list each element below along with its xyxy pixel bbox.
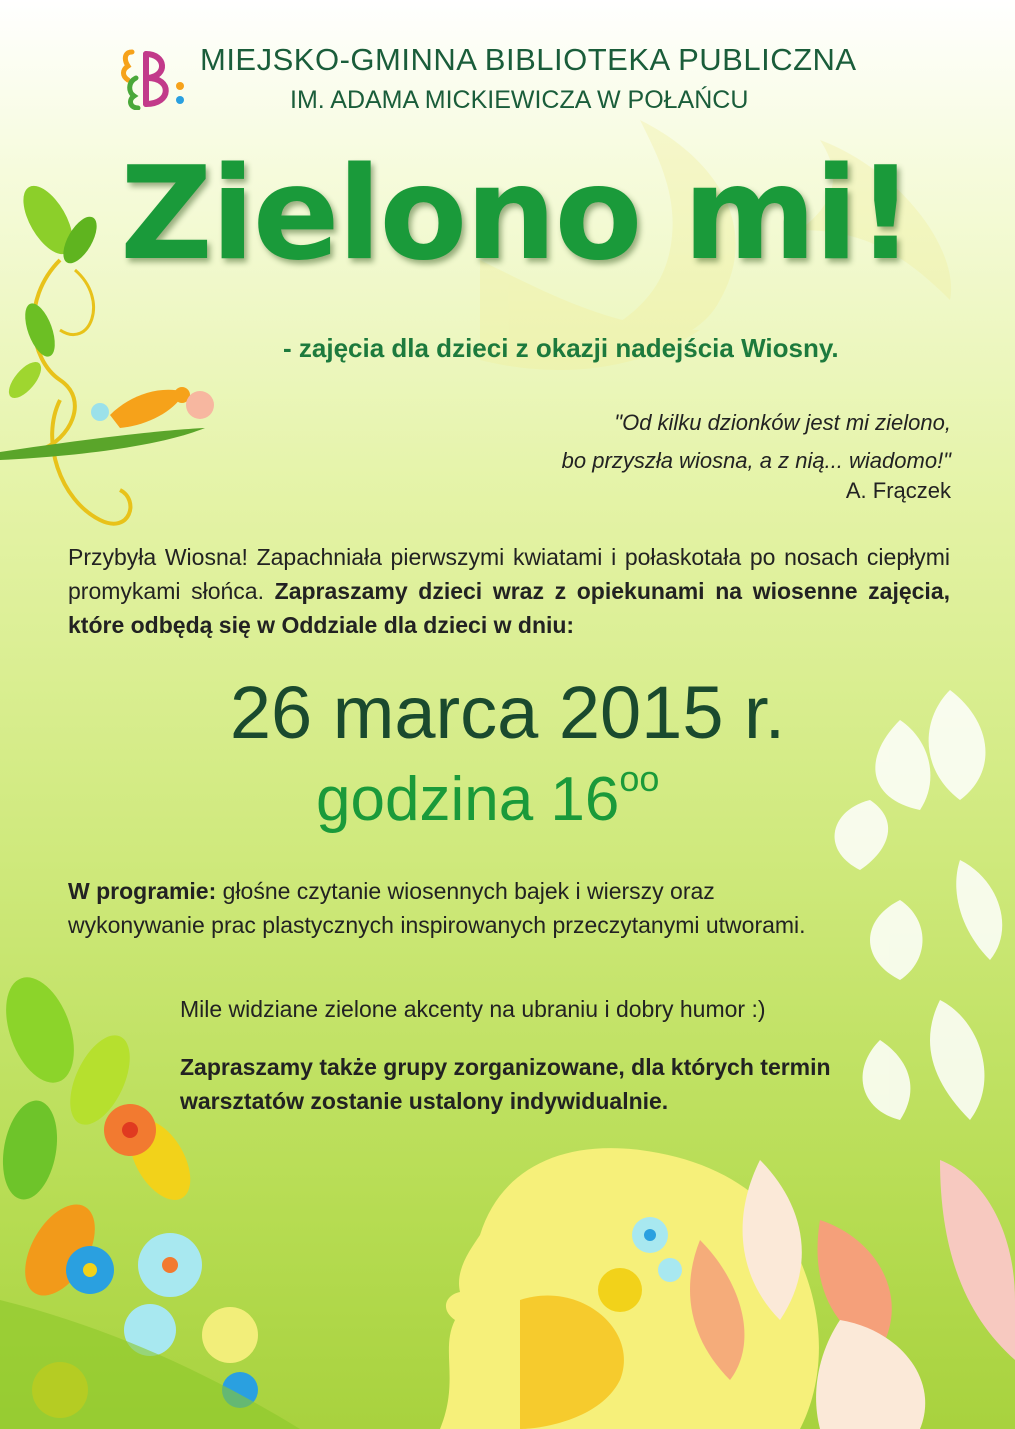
quote-line: bo przyszła wiosna, a z nią... wiadomo!" [561, 448, 951, 473]
quote-line: "Od kilku dzionków jest mi zielono, [614, 410, 951, 435]
quote-author: A. Frączek [845, 478, 951, 503]
quote-block [562, 404, 951, 480]
intro-paragraph [68, 540, 950, 642]
face-silhouette-illustration [440, 1148, 1015, 1429]
event-hour [316, 758, 660, 835]
library-name: MIEJSKO-GMINNA BIBLIOTEKA PUBLICZNA [200, 42, 857, 77]
program-text: głośne czytanie wiosennych bajek i wierszy oraz wykonywanie prac plastycznych inspirowanych przeczytanymi utworami. [68, 878, 806, 938]
library-patron: IM. ADAMA MICKIEWICZA W POŁAŃCU [290, 86, 749, 114]
groups-invitation: Zapraszamy także grupy zorganizowane, dla których termin warsztatów zostanie ustalony indywidualnie. [180, 1054, 831, 1114]
event-date: 26 marca 2015 r. [229, 671, 786, 754]
intro-invitation: Zapraszamy dzieci wraz z opiekunami na wiosenne zajęcia, które odbędą się w Oddziale dla dzieci w dniu: [68, 578, 950, 638]
hour-minutes: oo [619, 758, 660, 799]
flowers-bottom-left [0, 968, 300, 1429]
poster-subtitle: - zajęcia dla dzieci z okazji nadejścia Wiosny. [283, 333, 839, 363]
program-paragraph [68, 874, 848, 942]
intro-text: Przybyła Wiosna! Zapachniała pierwszymi kwiatami i połaskotała po nosach ciepłymi promykami słońca. [68, 544, 950, 604]
hour-label: godzina 16 [316, 765, 620, 834]
library-logo [118, 48, 188, 110]
dress-note: Mile widziane zielone akcenty na ubraniu i dobry humor :) [180, 996, 766, 1022]
poster-title: Zielono mi! [120, 140, 913, 289]
program-label: W programie: [68, 878, 217, 904]
